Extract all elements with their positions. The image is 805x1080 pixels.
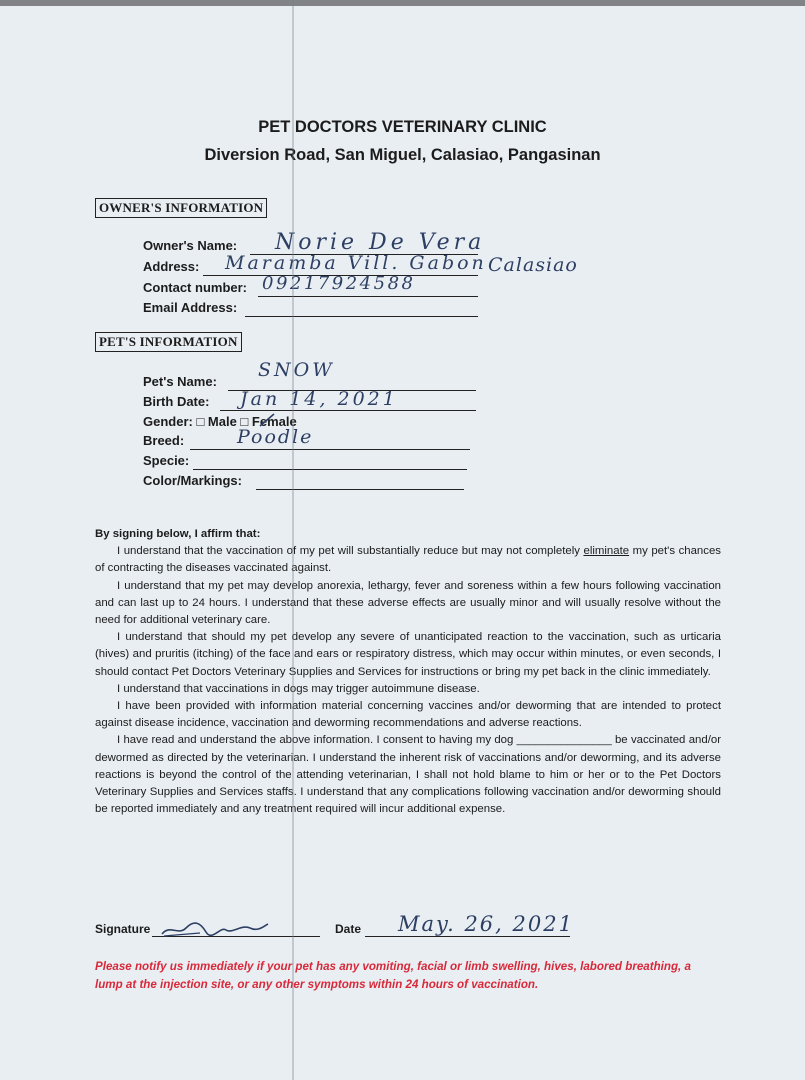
birth-date-value: Jan 14, 2021 bbox=[240, 388, 398, 410]
address-value: Maramba Vill. Gabon bbox=[225, 252, 487, 274]
date-label: Date bbox=[335, 922, 362, 936]
affirmation-lead: By signing below, I affirm that: bbox=[95, 528, 261, 540]
affirmation-p6: I have read and understand the above information. I consent to having my dog _______________ be vaccinated and/or dewormed as directed by the veterinarian. I understand the inherent risk of vaccinations and/or deworming, and its adverse reactions is beyond the control of the attending veterinarian, I shall not hold blame to him or her or to the Pet Doctors Veterinary Supplies and Services staffs. I understand that any complications following vaccination and/or deworming should be reported immediately and any treatment required will incur additional expense. bbox=[95, 734, 721, 816]
signature-label: Signature bbox=[95, 922, 151, 936]
affirmation-p3: I understand that should my pet develop any severe of unanticipated reaction to the vaccination, such as urticaria (hives) and pruritis (itching) of the face and ears or respiratory distress, which may occur within minutes, or even seconds, I should contact Pet Doctors Veterinary Supplies and Services for instructions or bring my pet back in the clinic immediately. bbox=[95, 631, 721, 678]
breed-line bbox=[190, 449, 470, 450]
address-extra-value: Calasiao bbox=[488, 254, 578, 276]
vaccination-notice: Please notify us immediately if your pet has any vomiting, facial or limb swelling, hives, labored breathing, a lump at the injection site, or any other symptoms within 24 hours of vaccination. bbox=[95, 960, 691, 991]
contact-label: Contact number: bbox=[143, 280, 247, 295]
specie-label: Specie: bbox=[143, 453, 190, 468]
clinic-address: Diversion Road, San Miguel, Calasiao, Pangasinan bbox=[204, 146, 601, 164]
affirmation-p1: I understand that the vaccination of my pet will substantially reduce but may not completely eliminate my pet's chances of contracting the diseases vaccinated against. bbox=[95, 545, 721, 575]
contact-line bbox=[258, 296, 478, 297]
birth-date-line bbox=[220, 410, 476, 411]
date-value: May. 26, 2021 bbox=[398, 912, 574, 936]
color-markings-label: Color/Markings: bbox=[143, 473, 242, 488]
clinic-name: PET DOCTORS VETERINARY CLINIC bbox=[258, 118, 547, 136]
scan-fold-line bbox=[292, 0, 294, 1080]
address-label: Address: bbox=[143, 259, 200, 274]
breed-value: Poodle bbox=[237, 426, 314, 448]
specie-line bbox=[193, 469, 467, 470]
scan-edge bbox=[0, 0, 805, 6]
email-label: Email Address: bbox=[143, 300, 238, 315]
pet-name-value: SNOW bbox=[258, 359, 335, 381]
email-line bbox=[245, 316, 478, 317]
pet-section-title: PET'S INFORMATION bbox=[95, 332, 242, 352]
breed-label: Breed: bbox=[143, 433, 185, 448]
birth-date-label: Birth Date: bbox=[143, 394, 210, 409]
affirmation-p2: I understand that my pet may develop anorexia, lethargy, fever and soreness within a few hours following vaccination and can last up to 24 hours. I understand that these adverse effects are usually minor and will usually resolve without the need for additional veterinary care. bbox=[95, 579, 721, 627]
affirmation-p5: I have been provided with information material concerning vaccines and/or deworming that are intended to protect against disease incidence, vaccination and deworming recommendations and adverse reactions. bbox=[95, 700, 721, 730]
handwritten-signature bbox=[160, 918, 270, 940]
color-markings-line bbox=[256, 489, 464, 490]
date-line bbox=[365, 936, 570, 937]
gender-label: Gender: □ Male □ Female bbox=[143, 414, 297, 429]
owner-name-value: Norie De Vera bbox=[275, 230, 486, 255]
pet-name-label: Pet's Name: bbox=[143, 374, 217, 389]
owner-section-title: OWNER'S INFORMATION bbox=[95, 198, 267, 218]
owner-name-label: Owner's Name: bbox=[143, 238, 238, 253]
affirmation-text bbox=[95, 526, 721, 818]
affirmation-p4: I understand that vaccinations in dogs may trigger autoimmune disease. bbox=[117, 682, 480, 695]
contact-value: 09217924588 bbox=[262, 273, 416, 294]
